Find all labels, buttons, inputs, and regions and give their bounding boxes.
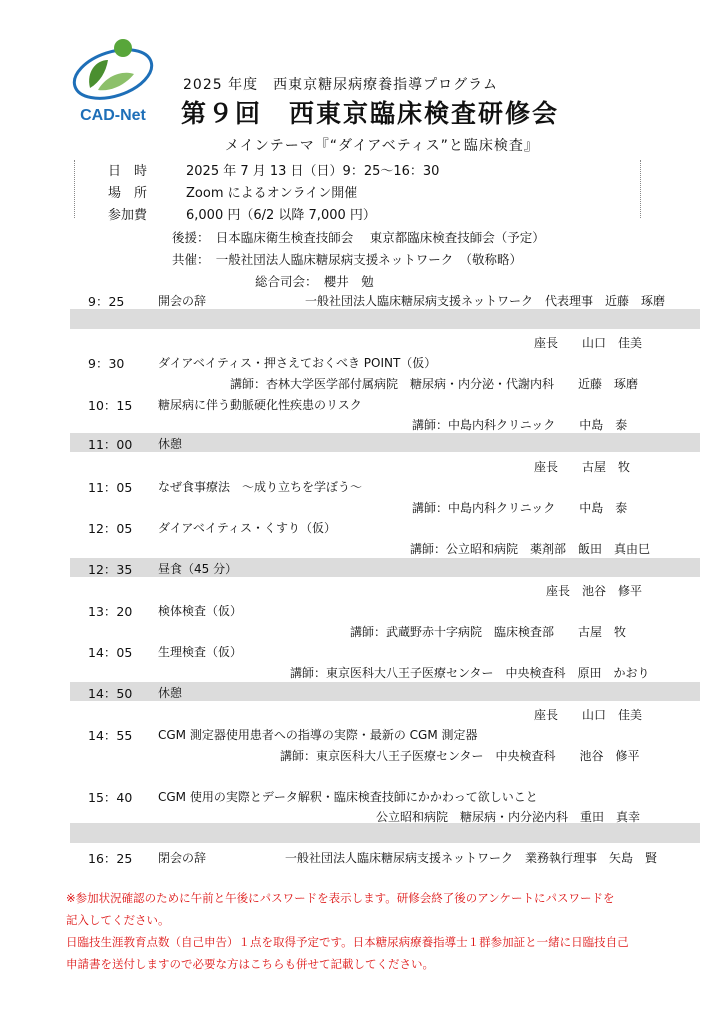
s3-title: なぜ食事療法 〜成り立ちを学ぼう〜	[158, 480, 363, 494]
break2-time: 14：50	[88, 686, 133, 701]
note-line-1: ※参加状況確認のために午前と午後にパスワードを表示します。研修会終了後のアンケートにパスワードを	[66, 891, 615, 905]
s4-title: ダイアベイティス・くすり（仮）	[158, 521, 336, 535]
s6-time: 14：05	[88, 645, 133, 660]
s5-time: 13：20	[88, 604, 133, 619]
main-theme: メインテーマ『“ダイアベティス”と臨床検査』	[225, 138, 539, 154]
fee-label: 参加費	[108, 208, 148, 223]
program-subtitle: 2025 年度 西東京糖尿病療養指導プログラム	[183, 77, 498, 93]
place-label: 場 所	[108, 186, 148, 201]
chair-1: 座長 山口 佳美	[534, 336, 643, 350]
page-title: 第９回 西東京臨床検査研修会	[181, 99, 560, 128]
opening-title: 開会の辞	[158, 294, 207, 308]
s2-title: 糖尿病に伴う動脈硬化性疾患のリスク	[158, 398, 362, 412]
mc-line: 総合司会： 櫻井 勉	[255, 274, 374, 289]
s7-time: 14：55	[88, 728, 133, 743]
s1-title: ダイアベイティス・押さえておくべき POINT（仮）	[158, 356, 437, 370]
lunch-time: 12：35	[88, 562, 133, 577]
fee-value: 6,000 円（6/2 以降 7,000 円）	[186, 208, 376, 223]
break2-title: 休憩	[158, 686, 183, 700]
logo-text: CAD-Net	[80, 107, 146, 124]
s3-speaker: 講師：中島内科クリニック 中島 泰	[412, 501, 628, 515]
s7-speaker: 講師：東京医科大八王子医療センター 中央検査科 池谷 修平	[280, 749, 640, 763]
s1-speaker: 講師：杏林大学医学部付属病院 糖尿病・内分泌・代謝内科 近藤 琢磨	[230, 377, 639, 391]
s2-time: 10：15	[88, 398, 133, 413]
schedule-band-1	[70, 309, 700, 329]
info-bracket-right	[640, 160, 643, 218]
note-line-4: 申請書を送付しますので必要な方はこちらも併せて記載してください。	[66, 957, 434, 971]
date-value: 2025 年 7 月 13 日（日）9：25〜16：30	[186, 164, 440, 179]
opening-time: 9：25	[88, 294, 125, 309]
s1-time: 9：30	[88, 356, 125, 371]
closing-speaker: 一般社団法人臨床糖尿病支援ネットワーク 業務執行理事 矢島 賢	[285, 851, 658, 865]
cad-net-logo	[68, 36, 158, 126]
break1-time: 11：00	[88, 437, 133, 452]
opening-speaker: 一般社団法人臨床糖尿病支援ネットワーク 代表理事 近藤 琢磨	[305, 294, 666, 308]
note-line-2: 記入してください。	[66, 913, 170, 927]
place-value: Zoom によるオンライン開催	[186, 186, 358, 201]
note-line-3: 日臨技生涯教育点数（自己申告）１点を取得予定です。日本糖尿病療養指導士１群参加証と一緒に日臨技自己	[66, 935, 629, 949]
date-label: 日 時	[108, 164, 148, 179]
backing-line: 後援： 日本臨床衛生検査技師会 東京都臨床検査技師会（予定）	[172, 230, 545, 245]
s5-speaker: 講師：武蔵野赤十字病院 臨床検査部 古屋 牧	[350, 625, 627, 639]
chair-2: 座長 古屋 牧	[534, 460, 631, 474]
chair-4: 座長 山口 佳美	[534, 708, 643, 722]
s5-title: 検体検査（仮）	[158, 604, 243, 618]
break1-title: 休憩	[158, 437, 183, 451]
s4-time: 12：05	[88, 521, 133, 536]
closing-time: 16：25	[88, 851, 133, 866]
lunch-title: 昼食（45 分）	[158, 562, 238, 576]
closing-title: 閉会の辞	[158, 851, 207, 865]
schedule-band-2	[70, 823, 700, 843]
cohost-line: 共催： 一般社団法人臨床糖尿病支援ネットワーク （敬称略）	[172, 252, 523, 267]
s8-time: 15：40	[88, 790, 133, 805]
s2-speaker: 講師：中島内科クリニック 中島 泰	[412, 418, 628, 432]
s3-time: 11：05	[88, 480, 133, 495]
info-bracket-left	[74, 160, 77, 218]
s8-speaker: 公立昭和病院 糖尿病・内分泌内科 重田 真幸	[376, 810, 641, 824]
s7-title: CGM 測定器使用患者への指導の実際・最新の CGM 測定器	[158, 728, 478, 742]
chair-3: 座長 池谷 修平	[546, 584, 643, 598]
s6-speaker: 講師：東京医科大八王子医療センター 中央検査科 原田 かおり	[290, 666, 650, 680]
s4-speaker: 講師：公立昭和病院 薬剤部 飯田 真由巳	[410, 542, 651, 556]
s6-title: 生理検査（仮）	[158, 645, 243, 659]
s8-title: CGM 使用の実際とデータ解釈・臨床検査技師にかかわって欲しいこと	[158, 790, 538, 804]
